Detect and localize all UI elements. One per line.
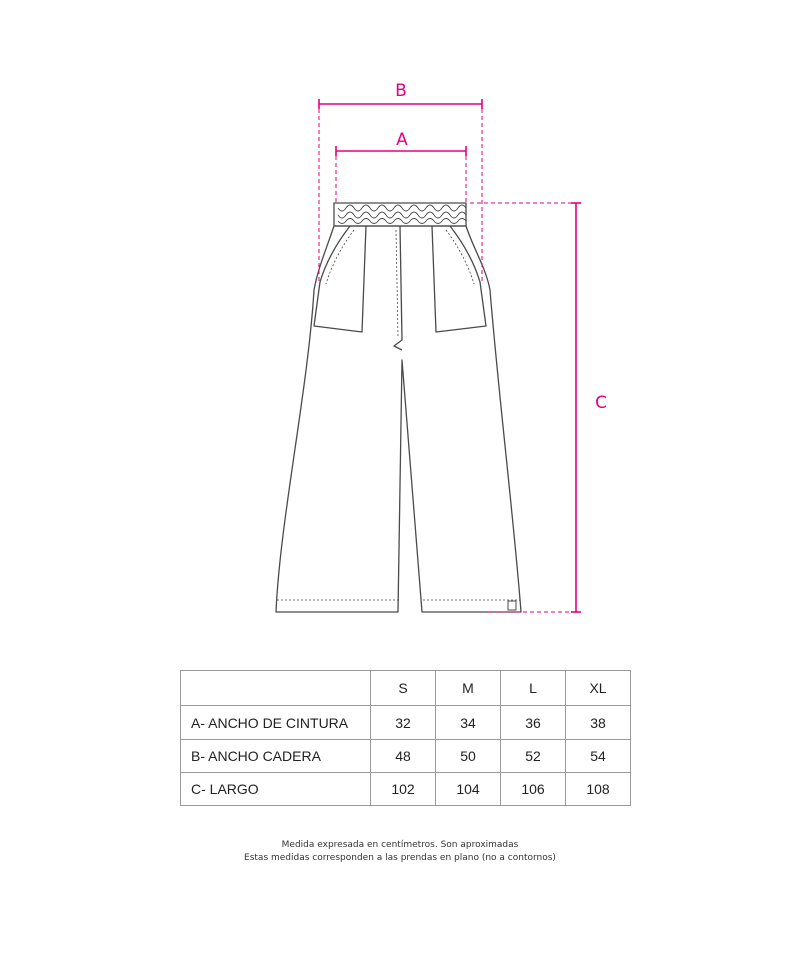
cell-value: 38: [566, 706, 631, 740]
cell-value: 108: [566, 773, 631, 806]
left-pocket: [314, 226, 366, 332]
table-row: [181, 773, 631, 806]
dimension-a-label: A: [396, 130, 408, 150]
table-header-row: [181, 671, 631, 706]
note-line-2: Estas medidas corresponden a las prendas en plano (no a contornos): [244, 853, 556, 863]
measurement-guides: [319, 99, 581, 612]
row-label: C- LARGO: [181, 773, 371, 806]
cell-value: 36: [501, 706, 566, 740]
note-line-1: Medida expresada en centímetros. Son aproximadas: [281, 840, 519, 850]
row-label: A- ANCHO DE CINTURA: [181, 706, 371, 740]
header-size-s: S: [371, 671, 436, 706]
table-row: [181, 740, 631, 773]
cell-value: 52: [501, 740, 566, 773]
size-table: [180, 670, 631, 806]
pants-illustration: [276, 203, 521, 612]
pants-outline: [276, 226, 521, 612]
header-empty-cell: [181, 671, 371, 706]
cell-value: 104: [436, 773, 501, 806]
header-size-xl: XL: [566, 671, 631, 706]
dimension-c-label: C: [595, 393, 607, 413]
dimension-b-label: B: [395, 81, 407, 101]
table-row: [181, 706, 631, 740]
cell-value: 50: [436, 740, 501, 773]
cell-value: 54: [566, 740, 631, 773]
header-size-l: L: [501, 671, 566, 706]
cell-value: 34: [436, 706, 501, 740]
cell-value: 106: [501, 773, 566, 806]
fly-stitch: [396, 230, 398, 336]
right-pocket: [432, 226, 486, 332]
cell-value: 32: [371, 706, 436, 740]
header-size-m: M: [436, 671, 501, 706]
label-tag: [508, 601, 516, 610]
cell-value: 48: [371, 740, 436, 773]
row-label: B- ANCHO CADERA: [181, 740, 371, 773]
cell-value: 102: [371, 773, 436, 806]
